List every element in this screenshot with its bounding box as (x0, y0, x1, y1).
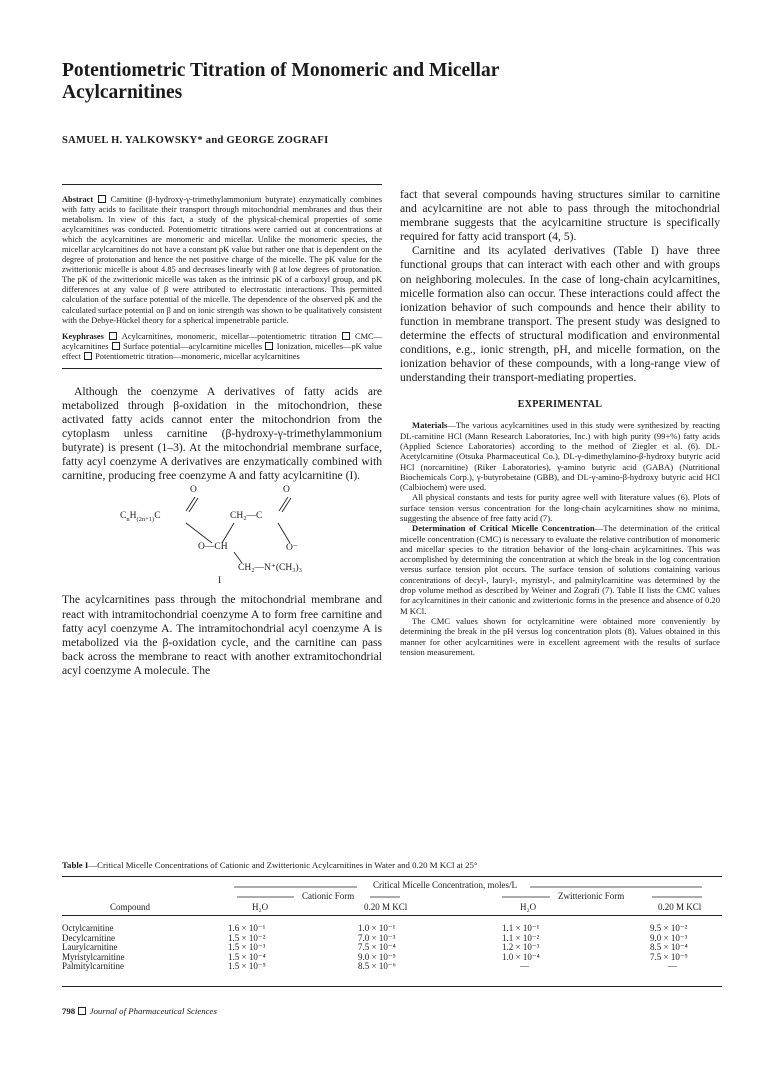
right-paragraph-1: fact that several compounds having structures similar to carnitine and acylcarnitine are not able to pass through the mitochondrial membrane suggests that the acylcarnitine structure is specifically required for fatty acid transport (4, 5). (400, 188, 720, 244)
journal-name: Journal of Pharmaceutical Sciences (89, 1006, 217, 1016)
carboxylate-oxygen: O⁻ (286, 543, 298, 554)
keyphrases (62, 332, 382, 362)
group-header: Critical Micelle Concentration, moles/L (370, 880, 520, 890)
column-header-h2o: H₂O (252, 902, 269, 912)
column-header-kcl: 0.20 M KCl (658, 902, 702, 912)
table-cell: — (520, 961, 529, 972)
materials-heading: Materials (412, 420, 448, 431)
purity-paragraph: All physical constants and tests for purity agree well with literature values (6). Plots of surface tension versus concentration for the long-chain acylcarnitines show no minima, suggesting the absence of free fatty acid (7). (400, 492, 720, 523)
abstract-body: Carnitine (β-hydroxy-γ-trimethylammonium butyrate) enzymatically combines with fatty acids to facilitate their transport through mitochondrial membranes and thus their metabolism. In view of this fact, a study of the physical-chemical properties of some acylcarnitines was conducted. Potentiometric titrations were carried out at concentrations at which the acylcarnitines are monomeric and micellar. Unlike the monomeric species, the micellar acylcarnitines do not have a constant pK value but rather one that is dependent on the degree of protonation and hence the net positive charge of the micelle. The pK value for the zwitterionic micelle is about 4.85 and decreases linearly with β at low degrees of protonation. The pK of the zwitterionic micelle was taken as the intrinsic pK of a carboxyl group, and pK differences at any value of β were attributed to electrostatic interactions. This permitted calculation of the surface potential of the micelle. The dependence of the observed pK and the calculated surface potential on β and on ionic strength was shown to be qualitatively consistent with the Debye-Hückel theory for a spherical impenetrable particle. (62, 195, 382, 325)
box-icon (98, 195, 106, 203)
column-header-compound: Compound (110, 902, 151, 912)
author-line: SAMUEL H. YALKOWSKY* and GEORGE ZOGRAFI (62, 135, 329, 146)
table-bottom-rule (62, 986, 722, 987)
materials-paragraph (400, 420, 720, 492)
section-heading-experimental: EXPERIMENTAL (517, 399, 603, 411)
table-cell: 9.0 × 10⁻⁵ (358, 951, 396, 962)
box-icon (342, 332, 350, 340)
zwitterionic-h2o-column (502, 924, 540, 972)
table-cell: Octylcarnitine (62, 923, 114, 933)
table-cell: 1.0 × 10⁻¹ (358, 923, 396, 933)
keyphrase-item: Acylcarnitines, monomeric, micellar—potentiometric titration (121, 331, 337, 341)
table-cell: 9.0 × 10⁻³ (650, 932, 688, 943)
methylene-carbonyl: CH₂—C (230, 511, 263, 522)
table-cell: 9.5 × 10⁻² (650, 923, 688, 933)
table-cell: 1.5 × 10⁻⁴ (228, 951, 266, 962)
ester-methine: O—CH (198, 542, 228, 553)
table-cell: 1.6 × 10⁻¹ (228, 923, 266, 933)
column-header-h2o: H₂O (520, 902, 537, 912)
table-label: Table I (62, 860, 89, 870)
table-cell: 1.5 × 10⁻³ (228, 942, 266, 953)
column-header-kcl: 0.20 M KCl (364, 902, 408, 912)
acyl-group: $C_nH_{(2n+1)}C$ (120, 511, 161, 524)
table-cell: 1.5 × 10⁻² (228, 932, 266, 943)
data-table (62, 876, 722, 987)
page-number: 798 (62, 1006, 76, 1016)
trimethylammonium: CH₂—N⁺(CH₃)₃ (238, 563, 303, 574)
intro-paragraph-1: Although the coenzyme A derivatives of fatty acids are metabolized through β-oxidation in the mitochondrion, these activated fatty acids cannot enter the mitochondrion from the cytoplasm unless carnitine (β-hydroxy-γ-trimethylammonium butyrate) is present (1–3). At the mitochondrial membrane surface, fatty acyl coenzyme A derivatives are enzymatically combined with carnitine, producing free coenzyme A and fatty acylcarnitine (I). (62, 384, 382, 483)
cmc-paragraph (400, 523, 720, 616)
table-cell: 7.0 × 10⁻³ (358, 932, 396, 943)
zwitterionic-kcl-column (650, 924, 688, 972)
table-cell: 1.1 × 10⁻² (502, 932, 540, 943)
table-cell: 1.5 × 10⁻⁵ (228, 961, 266, 972)
table-cell: 1.0 × 10⁻⁴ (502, 951, 540, 962)
structure-bonds (62, 487, 382, 589)
keyphrase-item: Ionization, micelles—pK value effect (62, 341, 382, 361)
left-column (62, 184, 382, 678)
cmc-paragraph-2: The CMC values shown for octylcarnitine were obtained more conveniently by determining the break in the pH versus log concentration plots (8). Values obtained in this manner for other acylcarnitines were in excellent agreement with the results of surface tension measurement. (400, 615, 720, 657)
cationic-header: Cationic Form (302, 891, 355, 901)
table-cell: Palmitylcarnitine (62, 961, 124, 972)
right-column (400, 188, 720, 657)
table-cell: 1.2 × 10⁻³ (502, 942, 540, 953)
cmc-heading: Determination of Critical Micelle Concentration (412, 523, 595, 534)
right-paragraph-2: Carnitine and its acylated derivatives (Table I) have three functional groups that can interact with each other and with groups on neighboring molecules. In the case of long-chain acylcarnitines, micelle formation also can occur. These interactions could affect the ionization behavior of such compounds and hence their ability to function in membrane transport. The present study was designed to determine the effects of structural modification and environmental conditions, e.g., ionic strength, pH, and micelle formation, on the ionization behavior of these compounds, with a long-range view of understanding their transport-mediating properties. (400, 244, 720, 385)
box-icon (265, 342, 273, 350)
keyphrase-item: CMC—acylcarnitines (62, 331, 383, 351)
page-footer (62, 1006, 217, 1016)
box-icon (109, 332, 117, 340)
box-icon (112, 342, 120, 350)
cmc-text: —The determination of the critical micelle concentration (CMC) is necessary to evaluate the relative contribution of monomeric and micellar species to the titration behavior of the long-chain acylcarnitines. This was accomplished by determining the concentration at which the break in the log concentration versus surface tension plot occurs. The surface tension of solutions containing various concentrations of decyl-, lauryl-, myristyl-, and palmitylcarnitine was determined by the drop volume method as described by Weiner and Zografi (7). Table II lists the CMC values for acylcarnitines in their cationic and zwitterionic forms in the presence and absence of 0.20 M KCl. (400, 523, 720, 616)
table-cell: Decylcarnitine (62, 932, 115, 943)
table-cell: Laurylcarnitine (62, 942, 118, 953)
abstract-label: Abstract (62, 195, 94, 204)
table-caption (62, 860, 722, 870)
structure-label: I (218, 576, 222, 587)
table-cell: 7.5 × 10⁻⁵ (650, 951, 688, 962)
table-cell: 7.5 × 10⁻⁴ (358, 942, 396, 953)
oxygen-atom: O (283, 485, 290, 496)
box-icon (78, 1007, 86, 1015)
table-cell: 1.1 × 10⁻¹ (502, 923, 540, 933)
article-title: Potentiometric Titration of Monomeric and Micellar Acylcarnitines (62, 60, 500, 103)
keyphrase-item: Potentiometric titration—monomeric, micellar acylcarnitines (95, 351, 300, 361)
table-body (62, 916, 722, 986)
table-header (62, 877, 722, 915)
abstract-box (62, 184, 382, 369)
zwitterionic-header: Zwitterionic Form (558, 891, 625, 901)
compound-column (62, 924, 125, 972)
intro-paragraph-2: The acylcarnitines pass through the mitochondrial membrane and react with intramitochondrial coenzyme A to form free carnitine and fatty acyl coenzyme A. The intramitochondrial acyl coenzyme A is metabolized via the β-oxidation cycle, and the carnitine can pass back across the membrane to react with another extramitochondrial acyl coenzyme A molecule. The (62, 593, 382, 677)
keyphrases-label: Keyphrases (62, 331, 104, 341)
cationic-h2o-column (228, 924, 266, 972)
box-icon (84, 352, 92, 360)
chemical-structure (62, 487, 382, 589)
table-cell: Myristylcarnitine (62, 951, 125, 962)
table-cell: 8.5 × 10⁻⁴ (650, 942, 688, 953)
cationic-kcl-column (358, 924, 396, 972)
table-cell: 8.5 × 10⁻⁶ (358, 961, 396, 972)
table-cell: — (668, 961, 677, 972)
table-caption-text: —Critical Micelle Concentrations of Cationic and Zwitterionic Acylcarnitines in Water and 0.20 M KCl at 25° (88, 860, 478, 870)
materials-text: —The various acylcarnitines used in this study were synthesized by reacting DL-carnitine HCl (Mann Research Laboratories, Inc.) with high purity (99+%) fatty acids (Applied Science Laboratories) according to the method of Ziegler et al. (6). DL-Acetylcarnitine (Otsuka Pharmaceutical Co.), DL-γ-dimethylamino-β-hydroxy butyric acid HCl (norcarnitine) (Riker Laboratories), γ-amino butyric acid (GABA) (Nutritional Biochemicals Corp.), γ-butyrobetaine (GBB), and DL-γ-amino-β-hydroxy butyric acid HCl (Calbiochem) were used. (400, 420, 720, 493)
oxygen-atom: O (190, 485, 197, 496)
keyphrase-item: Surface potential—acylcarnitine micelles (123, 341, 263, 351)
abstract-text (62, 195, 382, 326)
